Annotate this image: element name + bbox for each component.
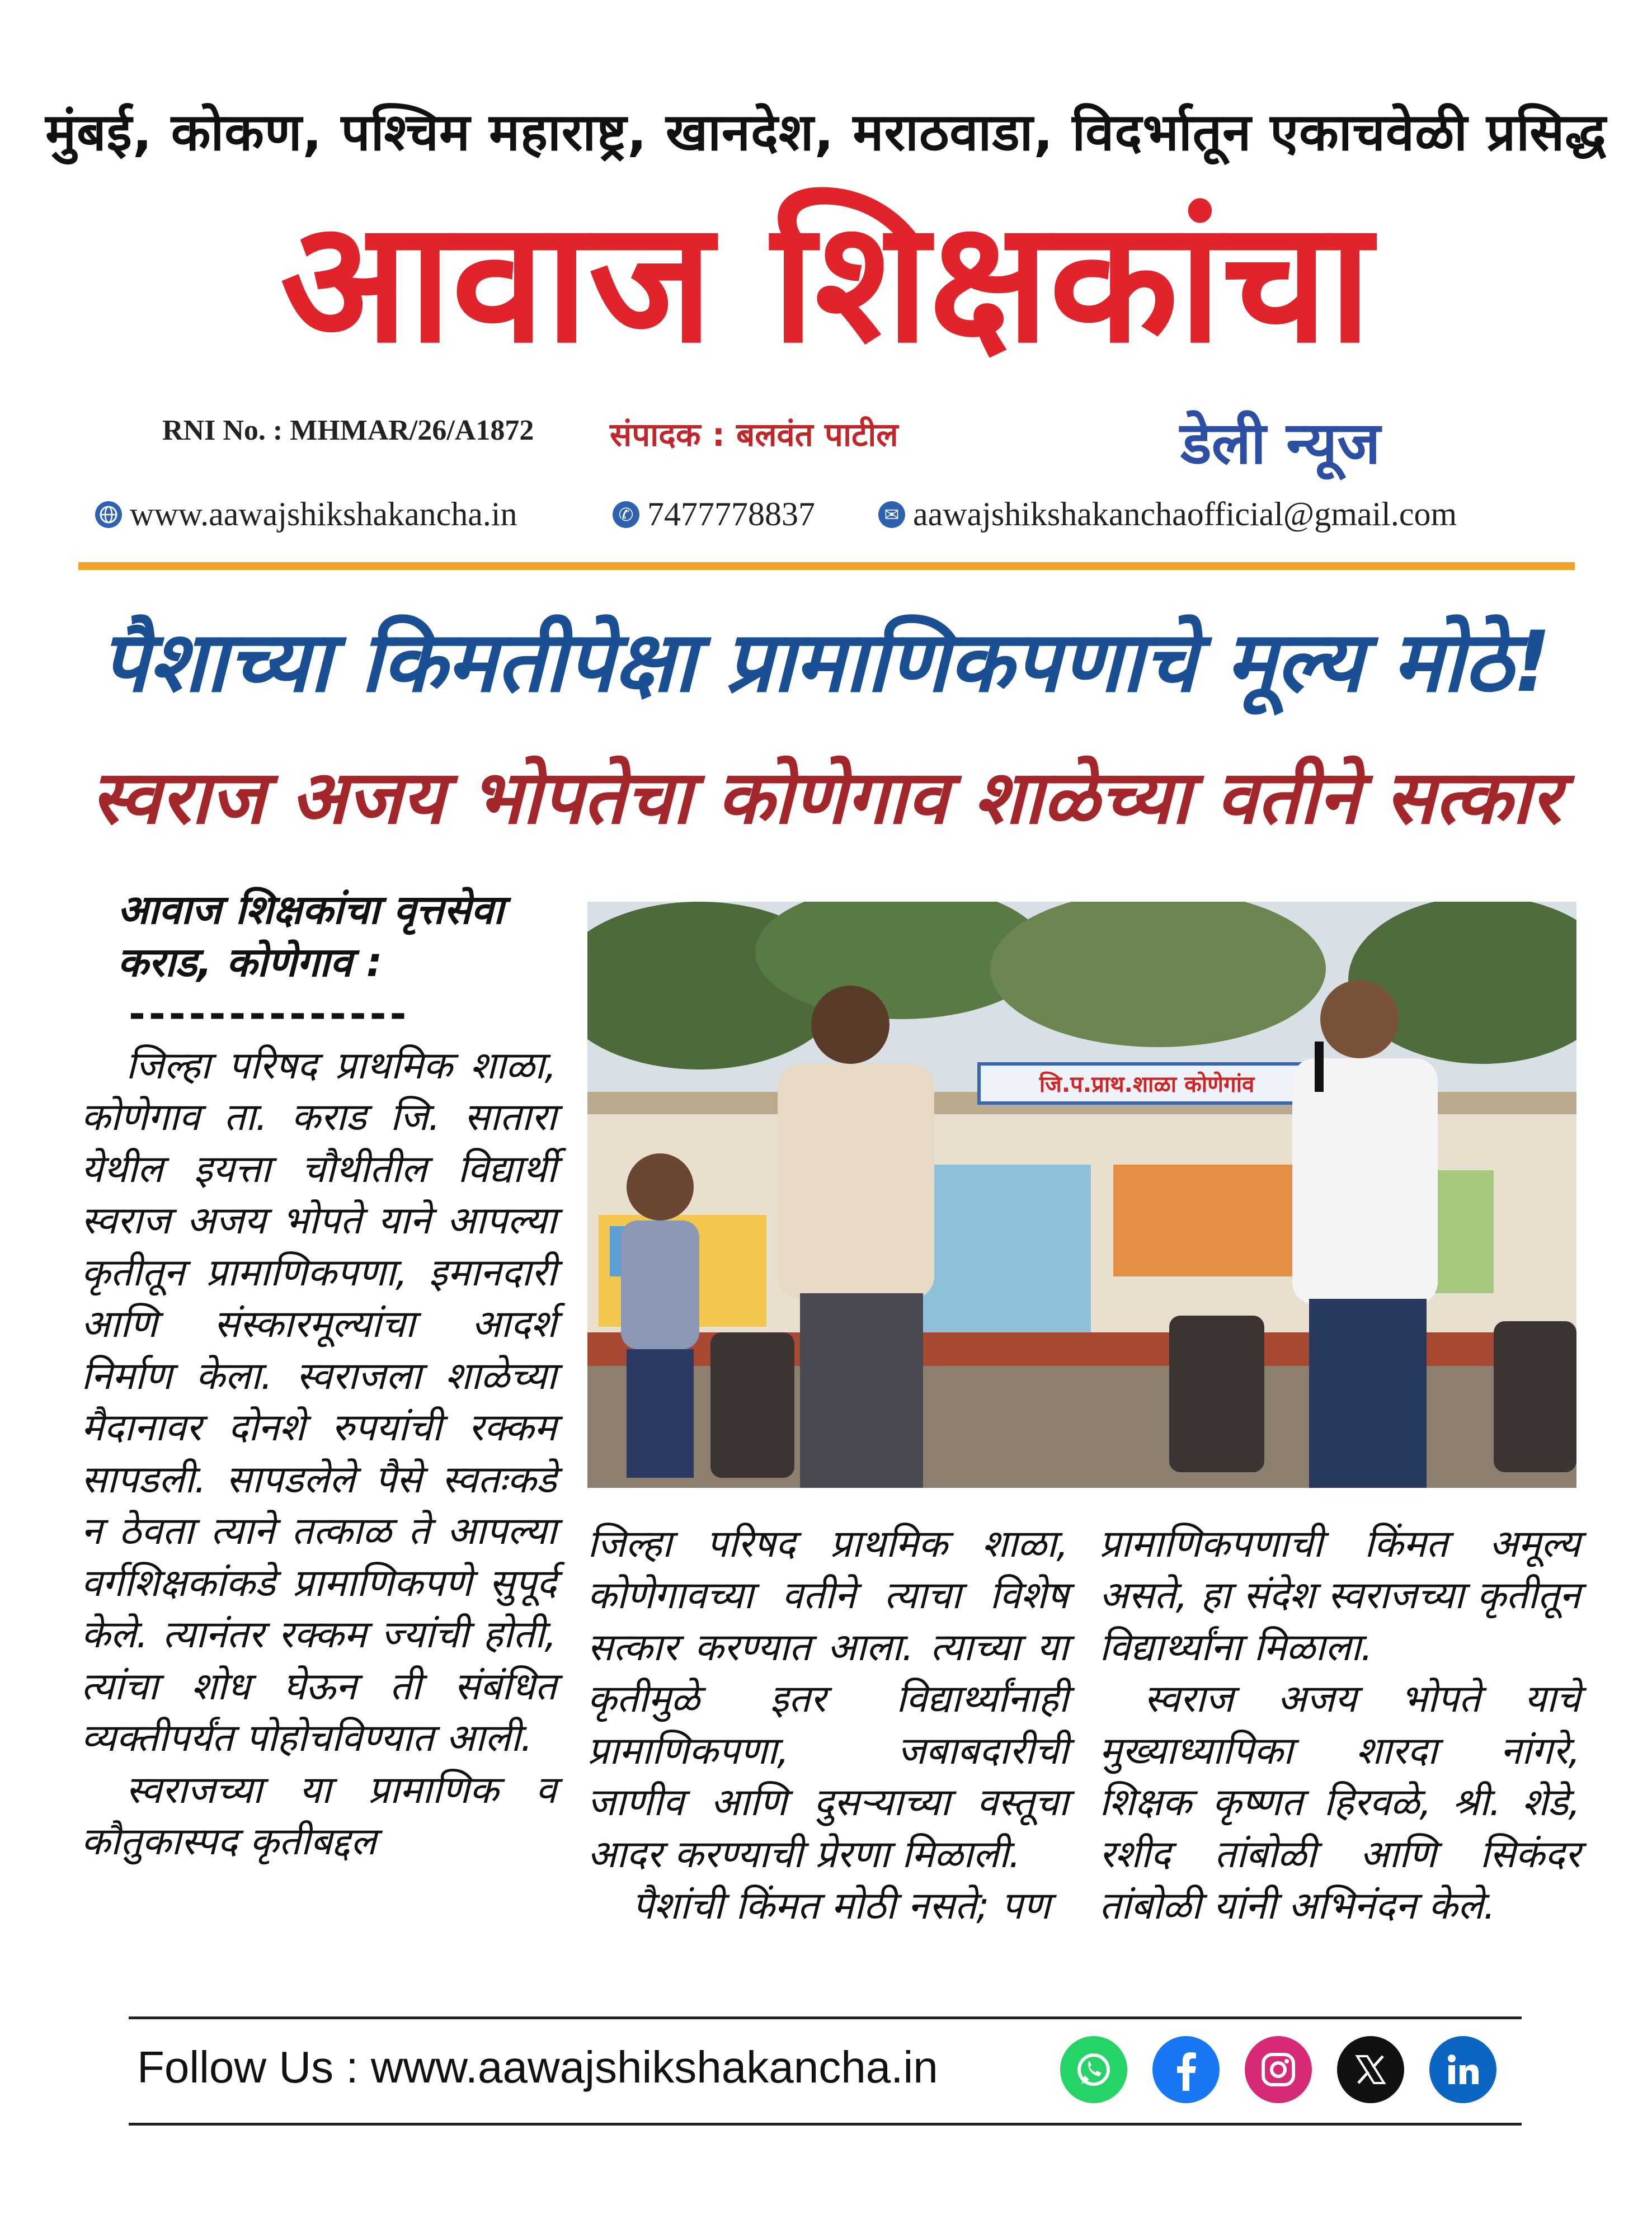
rni-number: RNI No. : MHMAR/26/A1872 bbox=[162, 414, 534, 446]
article-subheadline: स्वराज अजय भोपतेचा कोणेगाव शाळेच्या वतीने सत्कार bbox=[91, 755, 1561, 841]
article-photo bbox=[587, 902, 1576, 1488]
email-address[interactable]: aawajshikshakanchaofficial@gmail.com bbox=[913, 496, 1457, 533]
editor-name: संपादक : बलवंत पाटील bbox=[610, 416, 898, 454]
linkedin-icon[interactable] bbox=[1429, 2036, 1496, 2103]
edition-label: डेली न्यूज bbox=[1180, 409, 1381, 477]
masthead-title: आवाज शिक्षकांचा bbox=[280, 185, 1372, 380]
article-headline: पैशाच्या किमतीपेक्षा प्रामाणिकपणाचे मूल्य मोठे! bbox=[101, 614, 1551, 711]
school-sign: जि.प.प्राथ.शाळा कोणेगांव bbox=[1039, 1072, 1255, 1097]
article-column-1 bbox=[81, 1040, 557, 1868]
byline-agency: आवाज शिक्षकांचा वृत्तसेवा bbox=[117, 886, 504, 933]
footer-rule-bottom bbox=[129, 2123, 1522, 2126]
facebook-icon[interactable] bbox=[1152, 2036, 1220, 2103]
tagline: मुंबई, कोकण, पश्चिम महाराष्ट्र, खानदेश, मराठवाडा, विदर्भातून एकाचवेळी प्रसिद्ध bbox=[45, 102, 1607, 162]
phone-number[interactable]: 7477778837 bbox=[647, 496, 815, 533]
paragraph: पैशांची किंमत मोठी नसते; पण bbox=[632, 1884, 1051, 1929]
byline-place: कराड, कोणेगाव : bbox=[117, 938, 383, 986]
paragraph: जिल्हा परिषद प्राथमिक शाळा, कोणेगाव ता. कराड जि. सातारा येथील इयत्ता चौथीतील विद्यार्थी स्वराज अजय भोपते याने आपल्या कृतीतून प्रामाणिकपणा, इमानदारी आणि संस्कारमूल्यांचा आदर्श निर्माण केला. स्वराजला शाळेच्या मैदानावर दोनशे रुपयांची रक्कम सापडली. सापडलेले पैसे स्वतःकडे न ठेवता त्याने तत्काळ ते आपल्या वर्गशिक्षकांकडे प्रामाणिकपणे सुपूर्द केले. त्यानंतर रक्कम ज्यांची होती, त्यांचा शोध घेऊन ती संबंधित व्यक्तीपर्यंत पोहोचविण्यात आली. bbox=[81, 1044, 557, 1761]
paragraph: प्रामाणिकपणाची किंमत अमूल्य असते, हा संदेश स्वराजच्या कृतीतून विद्यार्थ्यांना मिळाला. bbox=[1099, 1522, 1580, 1670]
email-contact[interactable] bbox=[878, 495, 1457, 534]
follow-us-link[interactable]: Follow Us : www.aawajshikshakancha.in bbox=[137, 2042, 938, 2092]
paragraph: जिल्हा परिषद प्राथमिक शाळा, कोणेगावच्या वतीने त्याचा विशेष सत्कार करण्यात आला. त्याच्या या कृतीमुळे इतर विद्यार्थ्यांनाही प्रामाणिकपणा, जबाबदारीची जाणीव आणि दुसऱ्याच्या वस्तूचा आदर करण्याची प्रेरणा मिळाली. bbox=[587, 1522, 1069, 1877]
mail-icon: ✉ bbox=[878, 501, 905, 528]
website-link[interactable]: www.aawajshikshakancha.in bbox=[130, 496, 517, 533]
article-column-3 bbox=[1099, 1519, 1580, 1933]
phone-contact[interactable] bbox=[613, 495, 815, 534]
x-icon[interactable] bbox=[1337, 2036, 1404, 2103]
footer-rule-top bbox=[129, 2016, 1522, 2019]
phone-icon: ✆ bbox=[613, 501, 639, 528]
paragraph: स्वराज अजय भोपते याचे मुख्याध्यापिका शारदा नांगरे, शिक्षक कृष्णत हिरवळे, श्री. शेडे, रशीद तांबोळी आणि सिकंदर तांबोळी यांनी अभिनंदन केले. bbox=[1099, 1677, 1580, 1929]
paragraph: स्वराजच्या या प्रामाणिक व कौतुकास्पद कृतीबद्दल bbox=[81, 1768, 557, 1864]
article-column-2 bbox=[587, 1519, 1069, 1933]
whatsapp-icon[interactable] bbox=[1060, 2036, 1127, 2103]
byline bbox=[117, 884, 504, 988]
byline-separator: -------------- bbox=[129, 990, 410, 1037]
website-contact[interactable] bbox=[95, 495, 517, 534]
header-divider bbox=[78, 562, 1575, 570]
instagram-icon[interactable] bbox=[1245, 2036, 1312, 2103]
globe-icon bbox=[95, 501, 122, 528]
